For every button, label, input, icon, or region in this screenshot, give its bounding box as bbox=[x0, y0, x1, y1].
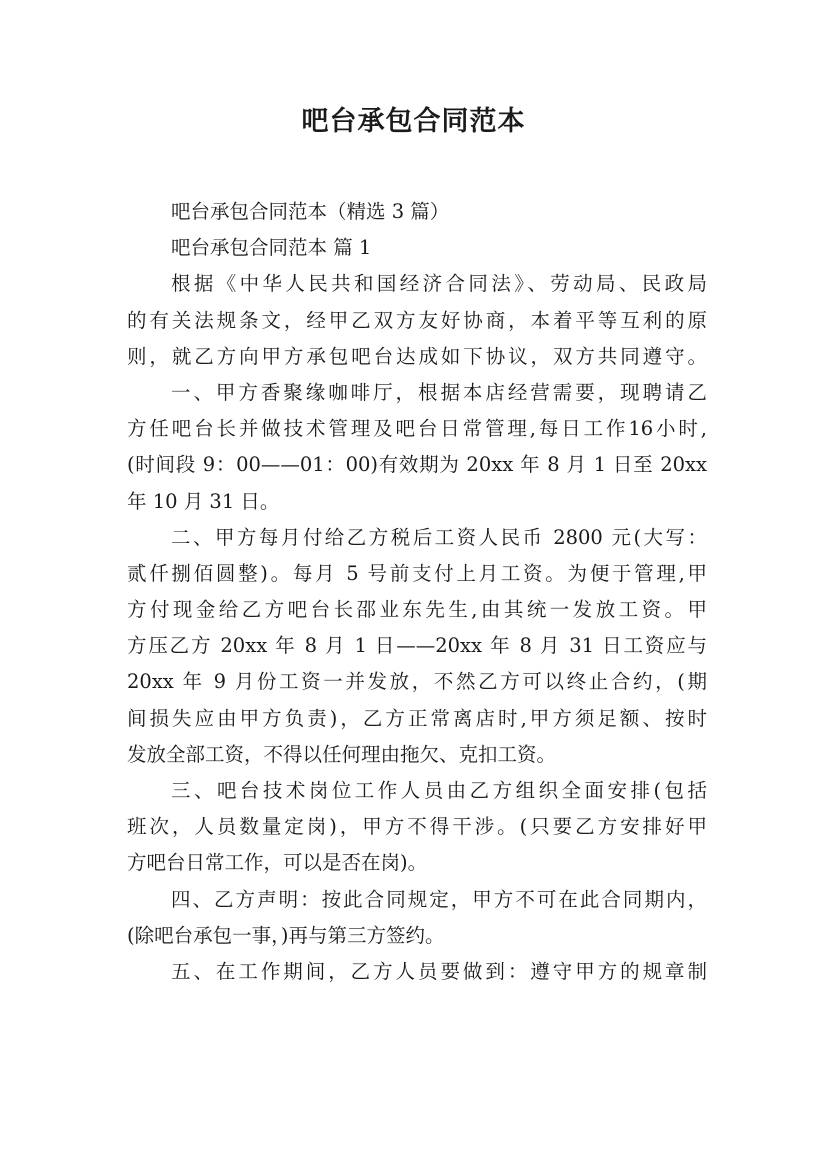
body-line: 吧台承包合同范本（精选 3 篇） bbox=[171, 200, 450, 223]
body-line: 间损失应由甲方负责)，乙方正常离店时,甲方须足额、按时 bbox=[127, 706, 707, 730]
body-line: 方任吧台长并做技术管理及吧台日常管理,每日工作16小时, bbox=[127, 417, 707, 441]
document-title: 吧台承包合同范本 bbox=[301, 106, 526, 137]
body-line: 则，就乙方向甲方承包吧台达成如下协议，双方共同遵守。 bbox=[127, 344, 707, 368]
body-line: 四、乙方声明：按此合同规定，甲方不可在此合同期内， bbox=[171, 887, 707, 911]
body-line: 的有关法规条文，经甲乙双方友好协商，本着平等互利的原 bbox=[127, 308, 707, 332]
body-line: 方吧台日常工作，可以是否在岗)。 bbox=[127, 851, 428, 875]
body-line: (时间段 9：00——01：00)有效期为 20xx 年 8 月 1 日至 20xx bbox=[127, 453, 707, 477]
body-line: 方付现金给乙方吧台长邵业东先生,由其统一发放工资。甲 bbox=[127, 598, 707, 622]
body-line: 年 10 月 31 日。 bbox=[127, 489, 280, 513]
body-line: 发放全部工资，不得以任何理由拖欠、克扣工资。 bbox=[127, 742, 557, 766]
body-line: 班次，人员数量定岗)，甲方不得干涉。(只要乙方安排好甲 bbox=[127, 815, 707, 839]
body-line: 根据《中华人民共和国经济合同法》、劳动局、民政局 bbox=[171, 272, 707, 296]
body-line: 贰仟捌佰圆整)。每月 5 号前支付上月工资。为便于管理,甲 bbox=[127, 561, 707, 585]
body-line: (除吧台承包一事，)再与第三方签约。 bbox=[127, 923, 445, 947]
document-body bbox=[127, 194, 707, 990]
body-line: 五、在工作期间，乙方人员要做到：遵守甲方的规章制 bbox=[171, 959, 707, 983]
body-line: 一、甲方香聚缘咖啡厅，根据本店经营需要，现聘请乙 bbox=[171, 380, 707, 404]
body-line: 三、吧台技术岗位工作人员由乙方组织全面安排(包括 bbox=[171, 779, 707, 802]
body-line: 二、甲方每月付给乙方税后工资人民币 2800 元(大写： bbox=[171, 525, 707, 549]
body-line: 方压乙方 20xx 年 8 月 1 日——20xx 年 8 月 31 日工资应与 bbox=[127, 634, 707, 658]
body-line: 吧台承包合同范本 篇 1 bbox=[171, 236, 372, 260]
body-line: 20xx 年 9 月份工资一并发放，不然乙方可以终止合约，(期 bbox=[127, 670, 707, 694]
